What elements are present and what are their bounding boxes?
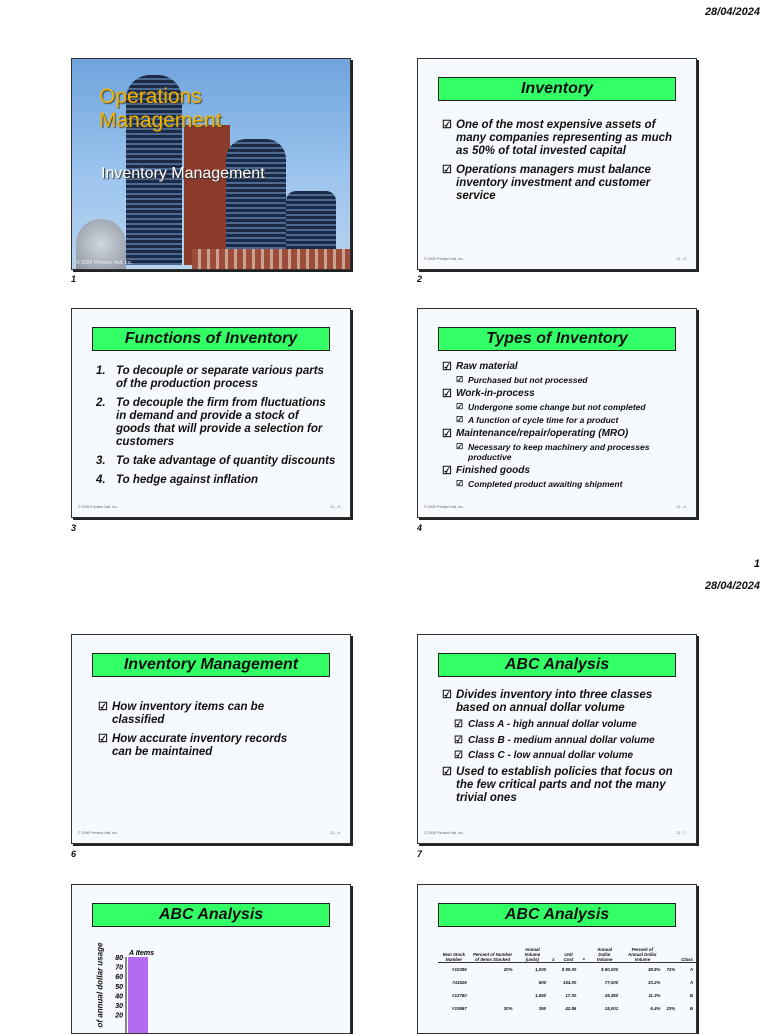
item-number: 3. [96, 455, 106, 467]
table-cell: 154.00 [562, 980, 577, 985]
cover-title [99, 85, 222, 133]
col-header: = [579, 947, 588, 963]
page-number: 1 [753, 558, 760, 570]
table-cell: #12760 [452, 993, 467, 998]
y-tick-label: 30 [115, 1003, 123, 1010]
slide-label-6: 6 [71, 849, 77, 859]
slide-4-bullet-1: ☑ Raw material [442, 361, 682, 373]
slide-3-title: Functions of Inventory [92, 327, 330, 351]
cover-copyright: © 2006 Prentice Hall, Inc. [76, 260, 133, 266]
slide-2-body [442, 119, 682, 209]
abc-table-body [438, 963, 696, 1016]
slide-label-3: 3 [71, 523, 77, 533]
slide-7-sub-1: ☑ Class A - high annual dollar volume [454, 719, 682, 731]
col-header: Class [678, 947, 696, 963]
table-cell: 30% [503, 1006, 513, 1011]
col-header: Percent of Annual Dollar Volume [621, 947, 663, 963]
table-cell: A [689, 980, 693, 985]
slide-6 [71, 634, 351, 844]
slide-6-footer: © 2006 Prentice Hall, Inc. [78, 831, 118, 835]
y-tick-label: 20 [115, 1012, 123, 1020]
bar-label: A Items [129, 950, 155, 957]
col-header: Percent of Number of Items Stocked [470, 947, 516, 963]
slide-4-sub-2-1: ☑ Undergone some change but not completed [456, 402, 682, 412]
col-header: x [549, 947, 557, 963]
slide-4-bullet-2: ☑ Work-in-process [442, 388, 682, 400]
table-cell: #11526 [452, 980, 467, 985]
item-number: 2. [96, 397, 106, 409]
col-header: Annual Volume (units) [515, 947, 549, 963]
page-date-top: 28/04/2024 [704, 6, 760, 18]
slide-6-body [98, 701, 310, 765]
slide-3 [71, 308, 351, 518]
abc-table [438, 947, 696, 1015]
y-tick-label: 60 [115, 974, 123, 982]
slide-4-sub-1-1: ☑ Purchased but not processed [456, 375, 682, 385]
cover-title-line-1: Operations [99, 85, 202, 108]
brick-wall-image [192, 249, 351, 270]
table-cell [579, 963, 588, 977]
slide-6-number: 12 – 6 [330, 831, 340, 835]
y-tick-label: 80 [115, 955, 123, 962]
table-cell: 26,350 [604, 993, 619, 998]
slide-7-title: ABC Analysis [438, 653, 676, 677]
red-building-image [184, 125, 230, 265]
slide-3-number: 12 – 3 [330, 505, 340, 509]
table-cell: 350 [538, 1006, 547, 1011]
table-cell [579, 1002, 588, 1015]
table-cell: 500 [538, 980, 547, 985]
table-cell: 38.8% [647, 967, 661, 972]
slide-2 [417, 58, 697, 270]
table-cell: 1,550 [535, 993, 547, 998]
table-cell: 23% [666, 1006, 676, 1011]
slide-label-2: 2 [417, 274, 423, 284]
slide-4-sub-3-1: ☑ Necessary to keep machinery and processes productive [456, 442, 682, 462]
slide-7-body [442, 689, 682, 811]
table-cell [663, 976, 678, 989]
slide-7-footer: © 2006 Prentice Hall, Inc. [424, 831, 464, 835]
slide-7 [417, 634, 697, 844]
page-date-mid: 28/04/2024 [704, 580, 760, 592]
table-cell [549, 989, 557, 1002]
table-cell [470, 976, 516, 989]
slide-2-title: Inventory [438, 77, 676, 101]
cover-title-line-2: Management [99, 109, 222, 132]
table-cell: $ 90,000 [601, 967, 619, 972]
table-cell [549, 1002, 557, 1015]
table-cell: 72% [666, 967, 676, 972]
table-cell: #10286 [452, 967, 467, 972]
slide-4-body [442, 361, 682, 492]
slide-4 [417, 308, 697, 518]
chart-ylabel-wrap [94, 939, 106, 1029]
table-cell: 42.86 [565, 1006, 577, 1011]
table-cell: 17.00 [565, 993, 577, 998]
item-number: 4. [96, 474, 106, 486]
col-header [663, 947, 678, 963]
table-cell [579, 976, 588, 989]
table-cell: A [689, 967, 693, 972]
table-cell: 15,001 [604, 1006, 619, 1011]
table-cell: 77,000 [604, 980, 619, 985]
table-row [438, 989, 696, 1002]
slide-6-bullet-1: ☑ How inventory items can be classified [98, 701, 310, 727]
slide-3-item-1 [96, 365, 336, 391]
slide-3-item-2 [96, 397, 336, 449]
col-header: Item Stock Number [438, 947, 470, 963]
item-text: To hedge against inflation [116, 474, 259, 486]
slide-4-bullet-4: ☑ Finished goods [442, 465, 682, 477]
abc-bar-chart [106, 945, 226, 1034]
slide-3-footer: © 2006 Prentice Hall, Inc. [78, 505, 118, 509]
table-cell: B [689, 1006, 693, 1011]
slide-2-number: 12 – 2 [676, 257, 686, 261]
y-tick-label: 50 [115, 983, 123, 991]
slide-6-bullet-2: ☑ How accurate inventory records can be maintained [98, 733, 310, 759]
slide-2-footer: © 2006 Prentice Hall, Inc. [424, 257, 464, 261]
slide-3-body [96, 365, 336, 493]
cover-subtitle: Inventory Management [101, 165, 265, 182]
table-cell: #10867 [452, 1006, 467, 1011]
col-header: Unit Cost [558, 947, 580, 963]
slide-4-sub-2-2: ☑ A function of cycle time for a product [456, 415, 682, 425]
table-cell [549, 963, 557, 977]
table-cell: $ 90.00 [561, 967, 577, 972]
chart-ylabel: of annual dollar usage [95, 942, 105, 1028]
slide-7-sub-3: ☑ Class C - low annual dollar volume [454, 750, 682, 762]
slide-7-number: 12 – 7 [676, 831, 686, 835]
slide-3-item-3 [96, 455, 336, 468]
slide-7-bullet-1: ☑ Divides inventory into three classes based on annual dollar volume [442, 689, 682, 715]
y-tick-label: 40 [115, 993, 123, 1001]
item-text: To decouple the firm from fluctuations in demand and provide a stock of goods that will provide a selection for customers [116, 397, 326, 448]
y-tick-label: 70 [115, 964, 123, 972]
table-cell: 6.4% [650, 1006, 661, 1011]
abc-table-header [438, 947, 696, 963]
table-row [438, 976, 696, 989]
slide-2-bullet-2: ☑ Operations managers must balance inventory investment and customer service [442, 164, 682, 203]
slide-4-number: 12 – 4 [676, 505, 686, 509]
item-number: 1. [96, 365, 106, 377]
slide-label-1: 1 [71, 274, 77, 284]
slide-7-sub-2: ☑ Class B - medium annual dollar volume [454, 735, 682, 747]
table-cell: B [689, 993, 693, 998]
item-text: To decouple or separate various parts of the production process [116, 365, 324, 390]
slide-6-title: Inventory Management [92, 653, 330, 677]
table-cell [663, 989, 678, 1002]
tower-building-image-2 [226, 139, 286, 265]
table-row [438, 963, 696, 977]
col-header: Annual Dollar Volume [588, 947, 621, 963]
table-cell [549, 976, 557, 989]
table-cell: 1,000 [535, 967, 547, 972]
table-row [438, 1002, 696, 1015]
slide-8-title: ABC Analysis [92, 903, 330, 927]
slide-7-bullet-2: ☑ Used to establish policies that focus on the few critical parts and not the many trivial ones [442, 766, 682, 805]
slide-3-item-4 [96, 474, 336, 487]
slide-8 [71, 884, 351, 1034]
slide-4-title: Types of Inventory [438, 327, 676, 351]
slide-9-title: ABC Analysis [438, 903, 676, 927]
bar-a-items [128, 957, 148, 1034]
table-cell: 33.2% [647, 980, 661, 985]
slide-1-cover [71, 58, 351, 270]
table-cell: 11.3% [648, 993, 661, 998]
slide-4-footer: © 2006 Prentice Hall, Inc. [424, 505, 464, 509]
slide-label-4: 4 [417, 523, 423, 533]
slide-label-7: 7 [417, 849, 423, 859]
item-text: To take advantage of quantity discounts [116, 455, 336, 467]
table-cell [579, 989, 588, 1002]
slide-4-sub-4-1: ☑ Completed product awaiting shipment [456, 479, 682, 489]
table-cell [470, 989, 516, 1002]
table-cell: 20% [503, 967, 513, 972]
slide-4-bullet-3: ☑ Maintenance/repair/operating (MRO) [442, 428, 682, 440]
slide-9 [417, 884, 697, 1034]
slide-2-bullet-1: ☑ One of the most expensive assets of many companies representing as much as 50% of total invested capital [442, 119, 682, 158]
